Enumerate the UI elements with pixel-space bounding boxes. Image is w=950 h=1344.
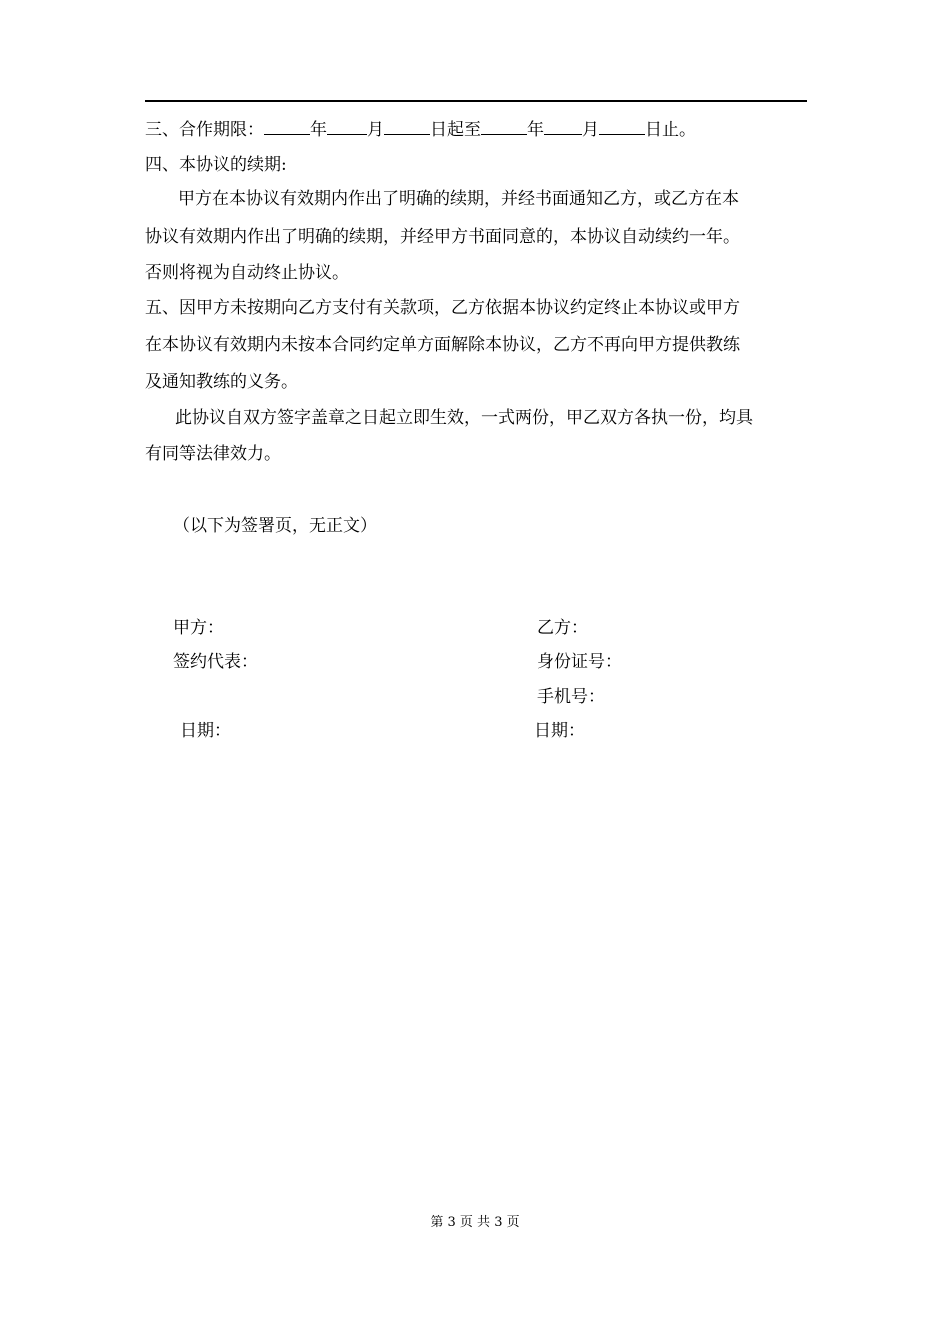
blank-year-2	[481, 118, 527, 135]
section-3-term	[145, 118, 696, 142]
party-a-label: 甲方：	[173, 618, 224, 638]
section-5-line-2: 在本协议有效期内未按本合同约定单方面解除本协议，乙方不再向甲方提供教练	[145, 335, 740, 355]
section-3-day-to: 日止。	[645, 120, 696, 140]
section-3-year-1: 年	[310, 120, 327, 140]
section-4-line-2: 协议有效期内作出了明确的续期，并经甲方书面同意的，本协议自动续约一年。	[145, 227, 740, 247]
signature-note: （以下为签署页，无正文）	[173, 516, 377, 536]
section-4-heading: 四、本协议的续期:	[145, 155, 287, 175]
section-3-month-2: 月	[582, 120, 599, 140]
section-3-month-1: 月	[367, 120, 384, 140]
blank-month-1	[327, 118, 367, 135]
page-number-footer: 第 3 页 共 3 页	[430, 1215, 520, 1230]
party-b-label: 乙方：	[537, 618, 588, 638]
section-3-year-2: 年	[527, 120, 544, 140]
blank-month-2	[544, 118, 582, 135]
blank-year-1	[264, 118, 310, 135]
section-5-line-1: 五、因甲方未按期向乙方支付有关款项，乙方依据本协议约定终止本协议或甲方	[145, 298, 740, 318]
party-b-phone: 手机号：	[537, 687, 605, 707]
party-a-representative: 签约代表：	[173, 652, 258, 672]
section-4-line-1: 甲方在本协议有效期内作出了明确的续期，并经书面通知乙方，或乙方在本	[178, 189, 739, 209]
party-b-id-number: 身份证号：	[537, 652, 622, 672]
effect-line-2: 有同等法律效力。	[145, 444, 281, 464]
party-a-date: 日期：	[180, 721, 231, 741]
section-3-day-from: 日起至	[430, 120, 481, 140]
blank-day-1	[384, 118, 430, 135]
party-b-date: 日期：	[534, 721, 585, 741]
section-3-prefix: 三、合作期限：	[145, 120, 264, 140]
header-rule	[145, 100, 807, 102]
effect-line-1: 此协议自双方签字盖章之日起立即生效，一式两份，甲乙双方各执一份，均具	[175, 408, 753, 428]
section-4-line-3: 否则将视为自动终止协议。	[145, 263, 349, 283]
blank-day-2	[599, 118, 645, 135]
section-5-line-3: 及通知教练的义务。	[145, 372, 298, 392]
